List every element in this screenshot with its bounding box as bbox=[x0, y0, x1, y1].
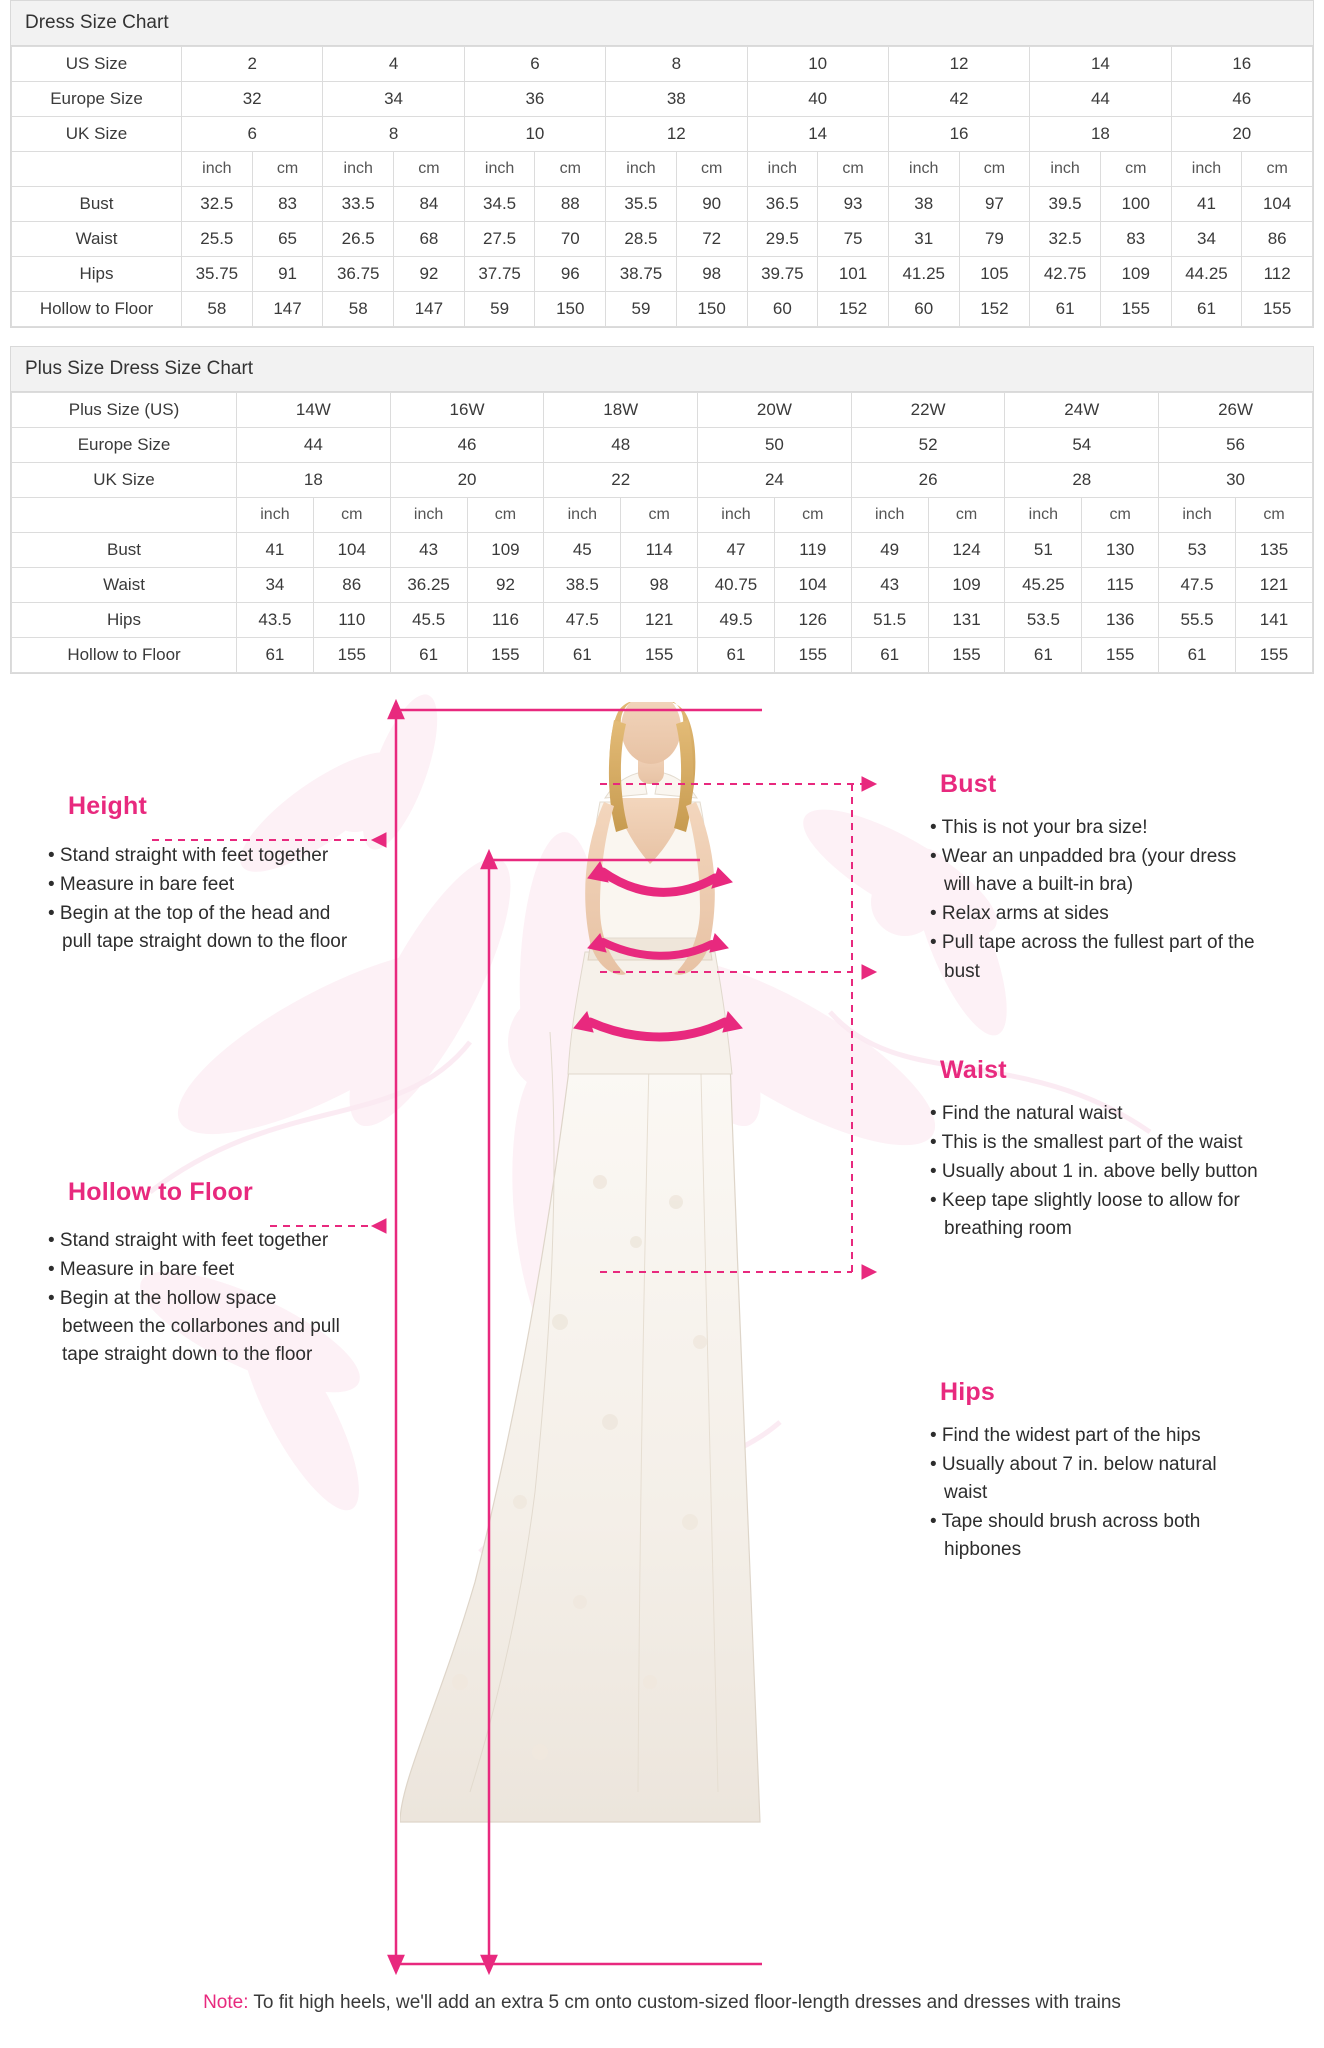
cell: 29.5 bbox=[747, 222, 818, 257]
cell: 147 bbox=[252, 292, 323, 327]
hips-bullet-2: • Usually about 7 in. below natural waist bbox=[930, 1454, 1217, 1504]
cell: 110 bbox=[313, 603, 390, 638]
hollow-bullet-1: • Stand straight with feet together bbox=[48, 1230, 329, 1251]
cell: 92 bbox=[467, 568, 544, 603]
cell: 24 bbox=[698, 463, 852, 498]
cell: 155 bbox=[774, 638, 851, 673]
cell: 22W bbox=[851, 393, 1005, 428]
cell: 47 bbox=[698, 533, 775, 568]
cell: 40 bbox=[747, 82, 888, 117]
waist-label: Waist bbox=[940, 1056, 1007, 1084]
cell: 147 bbox=[394, 292, 465, 327]
cell: 135 bbox=[1235, 533, 1312, 568]
table-row bbox=[12, 393, 1313, 428]
note-text: To fit high heels, we'll add an extra 5 cm onto custom-sized floor-length dresses and dresses with trains bbox=[248, 1992, 1121, 2013]
cell: 16 bbox=[888, 117, 1029, 152]
cell: 75 bbox=[818, 222, 889, 257]
table-row bbox=[12, 603, 1313, 638]
cell: 2 bbox=[182, 47, 323, 82]
cell: 68 bbox=[394, 222, 465, 257]
cell: 54 bbox=[1005, 428, 1159, 463]
waist-bullet-3: • Usually about 1 in. above belly button bbox=[930, 1161, 1258, 1183]
cell: 150 bbox=[535, 292, 606, 327]
height-label: Height bbox=[68, 792, 147, 820]
cell: 26 bbox=[851, 463, 1005, 498]
note-lead: Note: bbox=[203, 1992, 249, 2013]
cell: 59 bbox=[464, 292, 535, 327]
cell: 20 bbox=[1171, 117, 1312, 152]
cell: 55.5 bbox=[1159, 603, 1236, 638]
cell: inch bbox=[390, 498, 467, 533]
cell: 33.5 bbox=[323, 187, 394, 222]
cell: 8 bbox=[323, 117, 464, 152]
cell: 38.5 bbox=[544, 568, 621, 603]
dress-size-chart-table bbox=[11, 46, 1313, 327]
cell: cm bbox=[535, 152, 606, 187]
hips-bullet-3: • Tape should brush across both hipbones bbox=[930, 1511, 1201, 1561]
cell: 51 bbox=[1005, 533, 1082, 568]
hollow-bullet-3: • Begin at the hollow space between the collarbones and pull tape straight down to the floor bbox=[48, 1288, 340, 1366]
table-row bbox=[12, 533, 1313, 568]
cell: cm bbox=[1242, 152, 1313, 187]
cell: 47.5 bbox=[1159, 568, 1236, 603]
waist-bullets bbox=[930, 1100, 1260, 1245]
cell: 36.25 bbox=[390, 568, 467, 603]
cell: 42 bbox=[888, 82, 1029, 117]
cell: 97 bbox=[959, 187, 1030, 222]
cell: 152 bbox=[959, 292, 1030, 327]
waist-bullet-1: • Find the natural waist bbox=[930, 1103, 1123, 1124]
cell: 61 bbox=[698, 638, 775, 673]
cell: 48 bbox=[544, 428, 698, 463]
table-row bbox=[12, 47, 1313, 82]
row-header: Hollow to Floor bbox=[12, 292, 182, 327]
row-header: UK Size bbox=[12, 463, 237, 498]
cell: 61 bbox=[1159, 638, 1236, 673]
table-row bbox=[12, 638, 1313, 673]
cell: 109 bbox=[928, 568, 1005, 603]
cell: 109 bbox=[1100, 257, 1171, 292]
cell: cm bbox=[467, 498, 544, 533]
row-header: Bust bbox=[12, 533, 237, 568]
cell: 50 bbox=[698, 428, 852, 463]
cell: 39.5 bbox=[1030, 187, 1101, 222]
dress-size-chart-block bbox=[10, 0, 1314, 328]
cell: 61 bbox=[1005, 638, 1082, 673]
cell: cm bbox=[313, 498, 390, 533]
cell: 39.75 bbox=[747, 257, 818, 292]
cell: 83 bbox=[252, 187, 323, 222]
cell: inch bbox=[1030, 152, 1101, 187]
cell: 44 bbox=[237, 428, 391, 463]
cell: 51.5 bbox=[851, 603, 928, 638]
cell: 18 bbox=[1030, 117, 1171, 152]
cell: cm bbox=[252, 152, 323, 187]
cell: 10 bbox=[464, 117, 605, 152]
row-header: Waist bbox=[12, 568, 237, 603]
height-bullet-1: • Stand straight with feet together bbox=[48, 845, 329, 866]
row-header: Europe Size bbox=[12, 82, 182, 117]
cell: inch bbox=[851, 498, 928, 533]
cell: inch bbox=[698, 498, 775, 533]
cell: 14 bbox=[747, 117, 888, 152]
cell: 18 bbox=[237, 463, 391, 498]
cell: 90 bbox=[676, 187, 747, 222]
cell: 43.5 bbox=[237, 603, 314, 638]
cell: 36.75 bbox=[323, 257, 394, 292]
cell: 34 bbox=[237, 568, 314, 603]
cell: 100 bbox=[1100, 187, 1171, 222]
cell: 53 bbox=[1159, 533, 1236, 568]
cell: 141 bbox=[1235, 603, 1312, 638]
cell: 34 bbox=[1171, 222, 1242, 257]
cell: 36.5 bbox=[747, 187, 818, 222]
cell: 119 bbox=[774, 533, 851, 568]
cell: 155 bbox=[467, 638, 544, 673]
hollow-bullet-2: • Measure in bare feet bbox=[48, 1259, 235, 1281]
bust-bullet-2: • Wear an unpadded bra (your dress will have a built-in bra) bbox=[930, 846, 1237, 896]
cell: 105 bbox=[959, 257, 1030, 292]
bust-label: Bust bbox=[940, 770, 997, 798]
waist-bullet-2: • This is the smallest part of the waist bbox=[930, 1132, 1243, 1154]
cell: inch bbox=[237, 498, 314, 533]
height-bullet-3: • Begin at the top of the head and pull tape straight down to the floor bbox=[48, 903, 348, 953]
row-header: US Size bbox=[12, 47, 182, 82]
table-row bbox=[12, 152, 1313, 187]
cell: 155 bbox=[928, 638, 1005, 673]
cell: 86 bbox=[1242, 222, 1313, 257]
cell: 61 bbox=[237, 638, 314, 673]
cell: 10 bbox=[747, 47, 888, 82]
cell: 60 bbox=[747, 292, 818, 327]
cell: 155 bbox=[1100, 292, 1171, 327]
cell: 20 bbox=[390, 463, 544, 498]
cell: 37.75 bbox=[464, 257, 535, 292]
cell: 44 bbox=[1030, 82, 1171, 117]
cell: 32.5 bbox=[182, 187, 253, 222]
cell: 24W bbox=[1005, 393, 1159, 428]
cell: 47.5 bbox=[544, 603, 621, 638]
cell: 104 bbox=[774, 568, 851, 603]
row-header: Waist bbox=[12, 222, 182, 257]
cell: 101 bbox=[818, 257, 889, 292]
cell: cm bbox=[1235, 498, 1312, 533]
cell: 46 bbox=[1171, 82, 1312, 117]
row-header bbox=[12, 498, 237, 533]
cell: 45 bbox=[544, 533, 621, 568]
cell: 12 bbox=[888, 47, 1029, 82]
table-row bbox=[12, 222, 1313, 257]
cell: 45.25 bbox=[1005, 568, 1082, 603]
cell: inch bbox=[1171, 152, 1242, 187]
table-row bbox=[12, 292, 1313, 327]
cell: 96 bbox=[535, 257, 606, 292]
cell: 40.75 bbox=[698, 568, 775, 603]
cell: 53.5 bbox=[1005, 603, 1082, 638]
cell: 86 bbox=[313, 568, 390, 603]
cell: 43 bbox=[390, 533, 467, 568]
cell: 36 bbox=[464, 82, 605, 117]
table-row bbox=[12, 428, 1313, 463]
cell: 58 bbox=[182, 292, 253, 327]
row-header: Plus Size (US) bbox=[12, 393, 237, 428]
cell: 26.5 bbox=[323, 222, 394, 257]
cell: 31 bbox=[888, 222, 959, 257]
cell: 61 bbox=[1030, 292, 1101, 327]
cell: 34.5 bbox=[464, 187, 535, 222]
cell: 44.25 bbox=[1171, 257, 1242, 292]
cell: 6 bbox=[464, 47, 605, 82]
cell: 114 bbox=[621, 533, 698, 568]
cell: 155 bbox=[1235, 638, 1312, 673]
height-bullets bbox=[48, 842, 348, 957]
hollow-to-floor-label: Hollow to Floor bbox=[68, 1178, 253, 1206]
cell: 112 bbox=[1242, 257, 1313, 292]
cell: 116 bbox=[467, 603, 544, 638]
footer-note bbox=[0, 1992, 1324, 2014]
plus-size-chart-block bbox=[10, 346, 1314, 674]
row-header: Hollow to Floor bbox=[12, 638, 237, 673]
cell: 155 bbox=[313, 638, 390, 673]
table-row bbox=[12, 463, 1313, 498]
cell: cm bbox=[774, 498, 851, 533]
cell: 104 bbox=[313, 533, 390, 568]
cell: 150 bbox=[676, 292, 747, 327]
cell: 88 bbox=[535, 187, 606, 222]
row-header: Hips bbox=[12, 603, 237, 638]
cell: 60 bbox=[888, 292, 959, 327]
cell: 16 bbox=[1171, 47, 1312, 82]
cell: 28.5 bbox=[606, 222, 677, 257]
cell: 121 bbox=[621, 603, 698, 638]
cell: 35.75 bbox=[182, 257, 253, 292]
bust-bullet-4: • Pull tape across the fullest part of the bust bbox=[930, 932, 1255, 982]
dress-size-chart-title: Dress Size Chart bbox=[11, 1, 1313, 46]
cell: 41 bbox=[1171, 187, 1242, 222]
cell: 30 bbox=[1159, 463, 1313, 498]
cell: 46 bbox=[390, 428, 544, 463]
cell: 28 bbox=[1005, 463, 1159, 498]
cell: 98 bbox=[676, 257, 747, 292]
hips-bullets bbox=[930, 1422, 1260, 1566]
cell: 109 bbox=[467, 533, 544, 568]
cell: 115 bbox=[1082, 568, 1159, 603]
height-bullet-2: • Measure in bare feet bbox=[48, 874, 235, 896]
cell: 65 bbox=[252, 222, 323, 257]
cell: 32 bbox=[182, 82, 323, 117]
bust-bullets bbox=[930, 814, 1260, 987]
row-header: UK Size bbox=[12, 117, 182, 152]
cell: 92 bbox=[394, 257, 465, 292]
table-row bbox=[12, 117, 1313, 152]
bust-bullet-1: • This is not your bra size! bbox=[930, 817, 1148, 838]
cell: 42.75 bbox=[1030, 257, 1101, 292]
plus-size-chart-table bbox=[11, 392, 1313, 673]
row-header: Europe Size bbox=[12, 428, 237, 463]
cell: cm bbox=[1100, 152, 1171, 187]
cell: 98 bbox=[621, 568, 698, 603]
cell: 70 bbox=[535, 222, 606, 257]
measurement-diagram bbox=[0, 692, 1324, 2032]
cell: 155 bbox=[621, 638, 698, 673]
row-header bbox=[12, 152, 182, 187]
plus-size-chart-title: Plus Size Dress Size Chart bbox=[11, 347, 1313, 392]
cell: 43 bbox=[851, 568, 928, 603]
row-header: Hips bbox=[12, 257, 182, 292]
table-row bbox=[12, 187, 1313, 222]
cell: 61 bbox=[851, 638, 928, 673]
cell: 14 bbox=[1030, 47, 1171, 82]
cell: cm bbox=[818, 152, 889, 187]
cell: 20W bbox=[698, 393, 852, 428]
cell: 41 bbox=[237, 533, 314, 568]
cell: 49.5 bbox=[698, 603, 775, 638]
cell: inch bbox=[544, 498, 621, 533]
cell: 61 bbox=[544, 638, 621, 673]
cell: cm bbox=[621, 498, 698, 533]
hollow-to-floor-bullets bbox=[48, 1227, 348, 1371]
cell: 126 bbox=[774, 603, 851, 638]
cell: 72 bbox=[676, 222, 747, 257]
cell: 93 bbox=[818, 187, 889, 222]
cell: 34 bbox=[323, 82, 464, 117]
cell: 38 bbox=[888, 187, 959, 222]
cell: inch bbox=[888, 152, 959, 187]
cell: 104 bbox=[1242, 187, 1313, 222]
hips-bullet-1: • Find the widest part of the hips bbox=[930, 1425, 1201, 1446]
cell: 79 bbox=[959, 222, 1030, 257]
bust-bullet-3: • Relax arms at sides bbox=[930, 903, 1109, 925]
cell: 12 bbox=[606, 117, 747, 152]
cell: 6 bbox=[182, 117, 323, 152]
cell: 124 bbox=[928, 533, 1005, 568]
cell: 56 bbox=[1159, 428, 1313, 463]
cell: cm bbox=[928, 498, 1005, 533]
cell: 18W bbox=[544, 393, 698, 428]
cell: 41.25 bbox=[888, 257, 959, 292]
cell: 16W bbox=[390, 393, 544, 428]
cell: cm bbox=[676, 152, 747, 187]
cell: 61 bbox=[390, 638, 467, 673]
cell: 26W bbox=[1159, 393, 1313, 428]
hips-label: Hips bbox=[940, 1378, 995, 1406]
cell: 83 bbox=[1100, 222, 1171, 257]
cell: 155 bbox=[1242, 292, 1313, 327]
waist-bullet-4: • Keep tape slightly loose to allow for breathing room bbox=[930, 1190, 1240, 1240]
cell: 32.5 bbox=[1030, 222, 1101, 257]
table-row bbox=[12, 82, 1313, 117]
row-header: Bust bbox=[12, 187, 182, 222]
cell: cm bbox=[394, 152, 465, 187]
cell: cm bbox=[1082, 498, 1159, 533]
cell: 130 bbox=[1082, 533, 1159, 568]
cell: 38 bbox=[606, 82, 747, 117]
cell: 38.75 bbox=[606, 257, 677, 292]
cell: 121 bbox=[1235, 568, 1312, 603]
table-row bbox=[12, 257, 1313, 292]
cell: 4 bbox=[323, 47, 464, 82]
cell: 14W bbox=[237, 393, 391, 428]
cell: 91 bbox=[252, 257, 323, 292]
cell: 131 bbox=[928, 603, 1005, 638]
table-row bbox=[12, 498, 1313, 533]
cell: 35.5 bbox=[606, 187, 677, 222]
cell: 59 bbox=[606, 292, 677, 327]
cell: 58 bbox=[323, 292, 394, 327]
cell: 25.5 bbox=[182, 222, 253, 257]
cell: inch bbox=[323, 152, 394, 187]
cell: 45.5 bbox=[390, 603, 467, 638]
table-row bbox=[12, 568, 1313, 603]
cell: 52 bbox=[851, 428, 1005, 463]
cell: inch bbox=[606, 152, 677, 187]
cell: inch bbox=[464, 152, 535, 187]
cell: 22 bbox=[544, 463, 698, 498]
cell: 8 bbox=[606, 47, 747, 82]
cell: cm bbox=[959, 152, 1030, 187]
cell: inch bbox=[1005, 498, 1082, 533]
cell: 27.5 bbox=[464, 222, 535, 257]
cell: 49 bbox=[851, 533, 928, 568]
cell: inch bbox=[1159, 498, 1236, 533]
cell: 155 bbox=[1082, 638, 1159, 673]
cell: inch bbox=[182, 152, 253, 187]
cell: 152 bbox=[818, 292, 889, 327]
cell: 136 bbox=[1082, 603, 1159, 638]
cell: 84 bbox=[394, 187, 465, 222]
cell: 61 bbox=[1171, 292, 1242, 327]
cell: inch bbox=[747, 152, 818, 187]
